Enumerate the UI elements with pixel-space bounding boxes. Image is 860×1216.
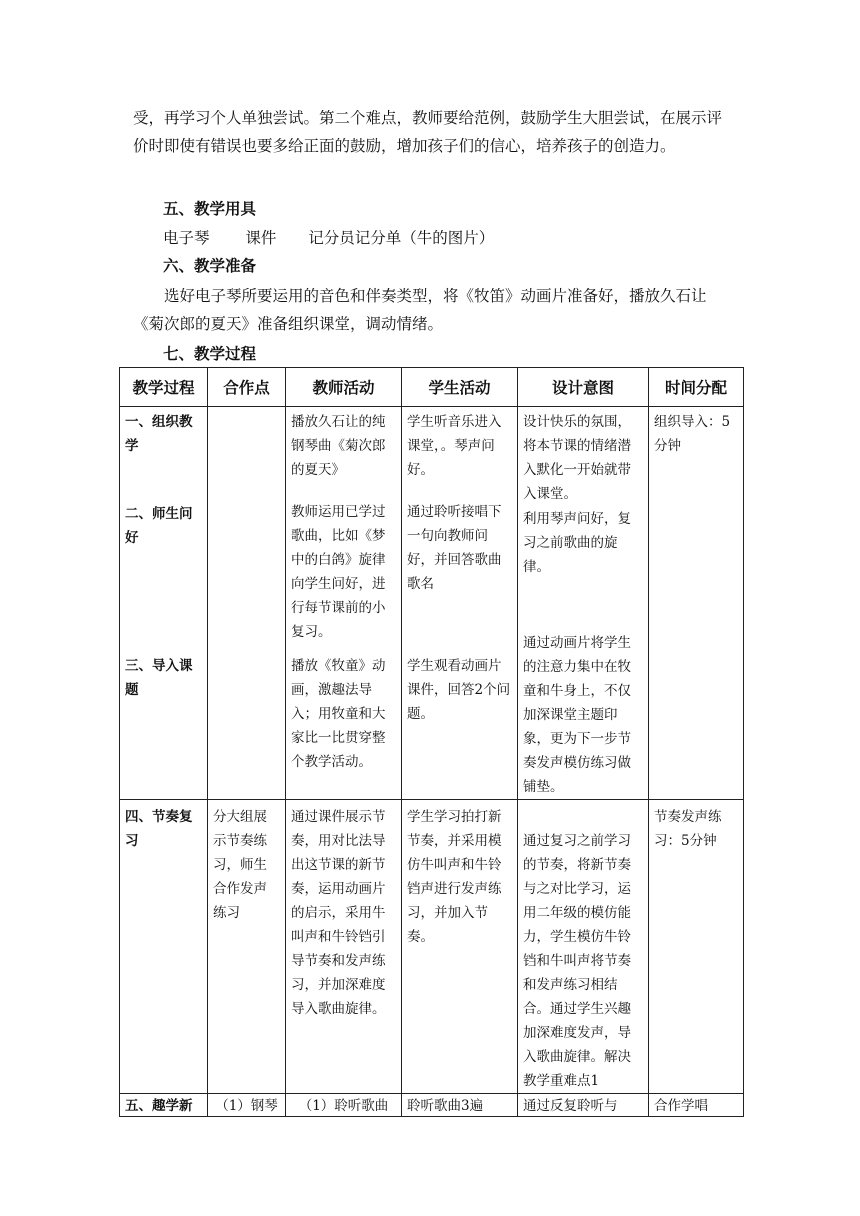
preparation-paragraph: 选好电子琴所要运用的音色和伴奏类型，将《牧笛》动画片准备好，播放久石让《菊次郎的夏天》准备组织课堂，调动情绪。 (133, 287, 707, 333)
design-intent-cell (518, 407, 649, 800)
student-activity: 通过聆听接唱下一句向教师问好，并回答歌曲歌名 (407, 504, 502, 592)
coop-cell (208, 1094, 286, 1117)
time-allocation: 节奏发声练习：5分钟 (654, 809, 722, 849)
teacher-activity: 播放《牧童》动画，激趣法导入；用牧童和大家比一比贯穿整个教学活动。 (291, 658, 386, 770)
header-cell: 学生活动 (402, 368, 518, 407)
cooperation-point: 分大组展示节奏练习，师生合作发声练习 (213, 809, 267, 921)
stage-label: 一、组织教学 (125, 414, 193, 454)
section-heading-tools: 五、教学用具 (163, 199, 257, 218)
stage-label: 二、师生问好 (125, 506, 193, 546)
intro-paragraph: 受，再学习个人单独尝试。第二个难点，教师要给范例，鼓励学生大胆尝试，在展示评价时即使有错误也要多给正面的鼓励，增加孩子们的信心，培养孩子的创造力。 (133, 109, 723, 155)
tool-item: 电子琴 (163, 229, 210, 247)
time-cell (649, 407, 744, 800)
teacher-activity-cell (286, 407, 402, 800)
stage-cell (120, 1094, 208, 1117)
table-header-row (120, 368, 744, 407)
student-activity-cell (402, 800, 518, 1094)
cooperation-point: （1）钢琴 (215, 1098, 278, 1114)
section-heading-preparation: 六、教学准备 (163, 256, 257, 275)
stage-label: 三、导入课题 (125, 658, 193, 698)
time-cell (649, 1094, 744, 1117)
teacher-activity: 播放久石让的纯钢琴曲《菊次郎的夏天》 (291, 414, 386, 478)
header-cell: 时间分配 (649, 368, 744, 407)
student-activity: 学生学习拍打新节奏，并采用模仿牛叫声和牛铃铛声进行发声练习，并加入节奏。 (407, 809, 502, 945)
time-allocation: 组织导入：5分钟 (654, 414, 731, 454)
design-intent-cell (518, 1094, 649, 1117)
header-cell: 教学过程 (120, 368, 208, 407)
design-intent-cell (518, 800, 649, 1094)
teacher-activity-cell (286, 800, 402, 1094)
section-heading-process: 七、教学过程 (163, 344, 257, 363)
header-cell: 合作点 (208, 368, 286, 407)
header-cell: 设计意图 (518, 368, 649, 407)
table-row (120, 1094, 744, 1117)
tool-item: 记分员记分单（牛的图片） (308, 229, 495, 247)
time-allocation: 合作学唱 (654, 1098, 708, 1114)
table-row (120, 407, 744, 800)
stage-cell (120, 407, 208, 800)
student-activity-cell (402, 407, 518, 800)
tool-item: 课件 (245, 229, 277, 247)
coop-cell (208, 407, 286, 800)
stage-cell (120, 800, 208, 1094)
design-intent: 通过动画片将学生的注意力集中在牧童和牛身上，不仅加深课堂主题印象，更为下一步节奏发声模仿练习做铺垫。 (523, 635, 631, 795)
coop-cell (208, 800, 286, 1094)
design-intent: 利用琴声问好，复习之前歌曲的旋律。 (523, 511, 631, 575)
teacher-activity: 通过课件展示节奏，用对比法导出这节课的新节奏，运用动画片的启示，采用牛叫声和牛铃铛引导节奏和发声练习，并加深难度导入歌曲旋律。 (291, 809, 386, 1017)
teacher-activity: （1）聆听歌曲 (298, 1098, 389, 1114)
header-cell: 教师活动 (286, 368, 402, 407)
time-cell (649, 800, 744, 1094)
student-activity-cell (402, 1094, 518, 1117)
teaching-tools-list (163, 226, 494, 248)
teacher-activity-cell (286, 1094, 402, 1117)
student-activity: 学生观看动画片课件，回答2个问题。 (407, 658, 511, 722)
student-activity: 学生听音乐进入课堂，。琴声问好。 (407, 414, 502, 478)
teacher-activity: 教师运用已学过歌曲，比如《梦中的白鸽》旋律向学生问好，进行每节课前的小复习。 (291, 504, 386, 640)
design-intent: 设计快乐的氛围，将本节课的情绪潜入默化一开始就带入课堂。 (523, 414, 631, 502)
table-row (120, 800, 744, 1094)
stage-label: 五、趣学新 (125, 1098, 193, 1114)
student-activity: 聆听歌曲3遍 (407, 1098, 484, 1114)
design-intent: 通过反复聆听与 (523, 1098, 618, 1114)
stage-label: 四、节奏复习 (125, 809, 193, 849)
lesson-process-table (119, 367, 744, 1117)
design-intent: 通过复习之前学习的节奏，将新节奏与之对比学习，运用二年级的模仿能力，学生模仿牛铃铛和牛叫声将节奏和发声练习相结合。通过学生兴趣加深难度发声，导入歌曲旋律。解决教学重难点1 (523, 833, 631, 1089)
